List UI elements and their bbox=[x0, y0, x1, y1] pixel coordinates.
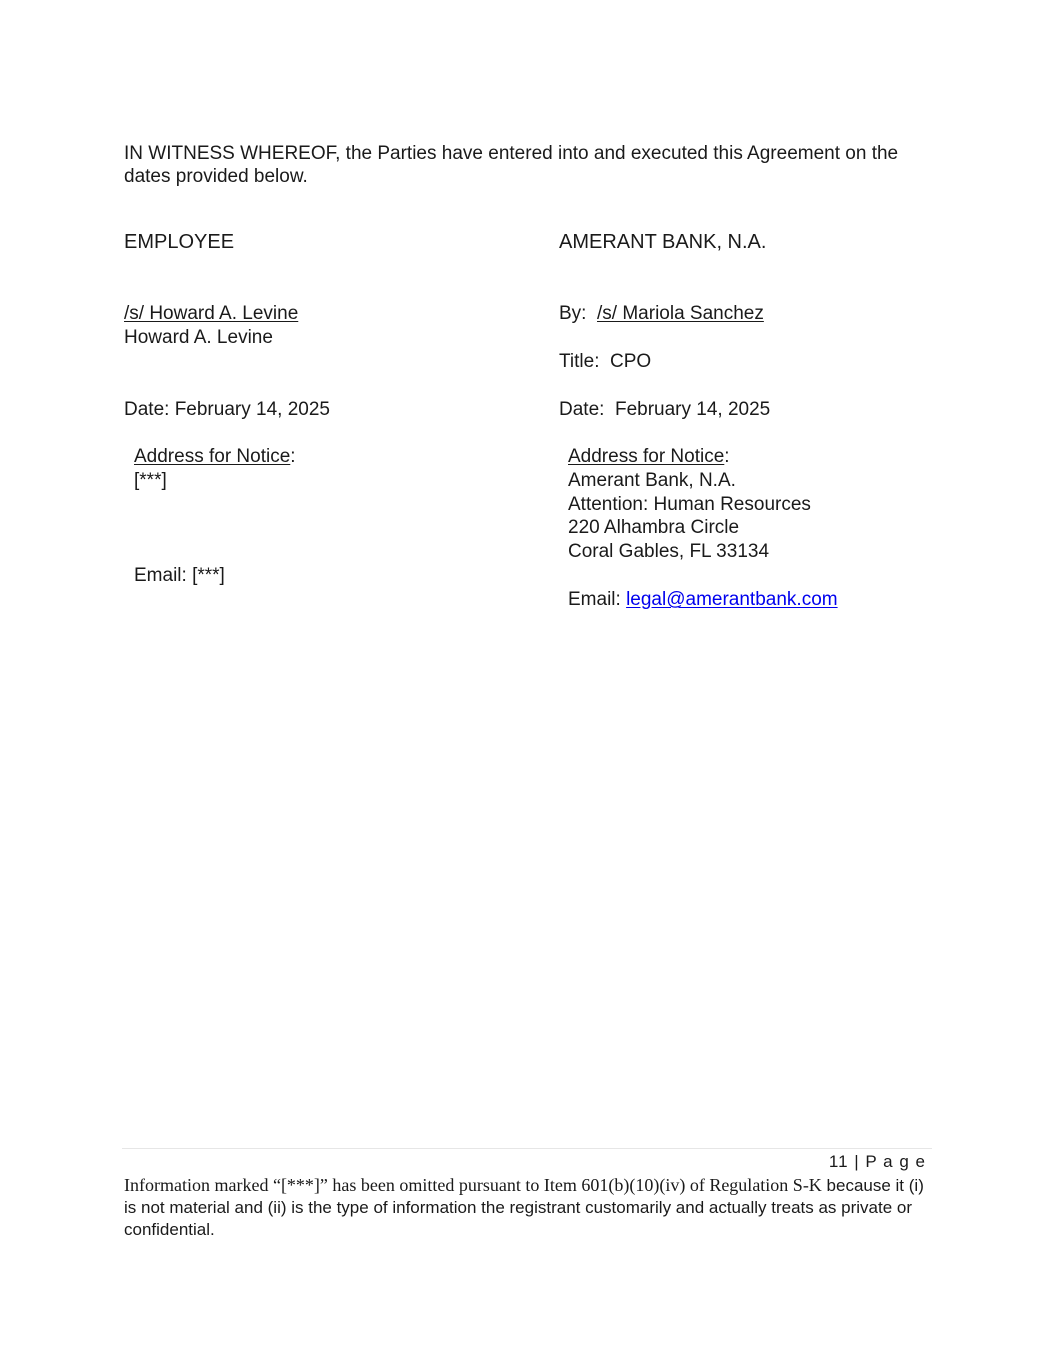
employee-signature: /s/ Howard A. Levine bbox=[124, 303, 299, 324]
bank-address-line: Coral Gables, FL 33134 bbox=[568, 541, 770, 562]
bank-address-colon: : bbox=[724, 446, 730, 467]
employee-address-label: Address for Notice bbox=[134, 446, 291, 467]
bank-address-heading bbox=[568, 446, 730, 468]
footnote-serif-part: Information marked “[***]” has been omitted pursuant to Item 601(b)(10)(iv) of Regulation S-K bbox=[124, 1175, 822, 1195]
employee-name: Howard A. Levine bbox=[124, 327, 273, 348]
bank-signature: /s/ Mariola Sanchez bbox=[597, 303, 764, 324]
bank-address-line: 220 Alhambra Circle bbox=[568, 517, 740, 538]
bank-by-label: By: bbox=[559, 303, 587, 324]
employee-email-line bbox=[134, 565, 225, 587]
bank-heading: AMERANT BANK, N.A. bbox=[559, 231, 767, 253]
bank-email-line bbox=[568, 589, 838, 611]
bank-address-label: Address for Notice bbox=[568, 446, 725, 467]
bank-title: Title: CPO bbox=[559, 351, 652, 372]
employee-heading: EMPLOYEE bbox=[124, 231, 235, 253]
footer-divider bbox=[122, 1148, 932, 1149]
employee-email-label: Email: bbox=[134, 565, 193, 586]
employee-date: Date: February 14, 2025 bbox=[124, 399, 330, 420]
employee-address: [***] bbox=[134, 470, 167, 491]
footnote-sans-part: because it (i) is not material and (ii) is the type of information the registrant customarily and actually treats as private or confidential. bbox=[124, 1176, 924, 1239]
employee-email: [***] bbox=[192, 565, 225, 586]
redaction-footnote bbox=[124, 1174, 934, 1241]
employee-address-heading bbox=[134, 446, 296, 468]
bank-email-label: Email: bbox=[568, 589, 627, 610]
bank-date: Date: February 14, 2025 bbox=[559, 399, 771, 420]
page-number: 11 | P a g e bbox=[828, 1152, 926, 1171]
employee-address-colon: : bbox=[290, 446, 296, 467]
witness-paragraph: IN WITNESS WHEREOF, the Parties have entered into and executed this Agreement on the dates provided below. bbox=[124, 143, 899, 187]
bank-address-line: Attention: Human Resources bbox=[568, 494, 811, 515]
bank-email-link[interactable]: legal@amerantbank.com bbox=[626, 589, 838, 610]
bank-address-line: Amerant Bank, N.A. bbox=[568, 470, 736, 491]
bank-signature-line bbox=[559, 303, 764, 325]
